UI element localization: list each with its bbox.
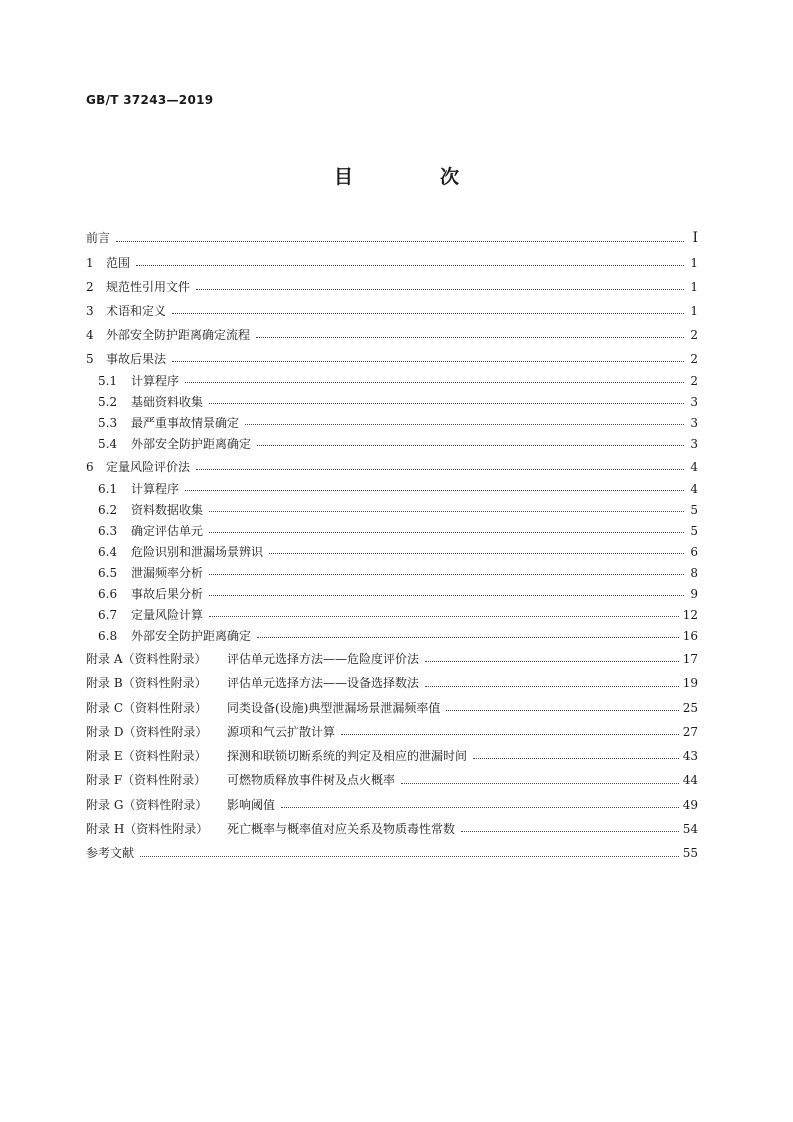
- toc-page-number: 3: [690, 437, 698, 451]
- toc-page-number: 4: [690, 482, 698, 496]
- table-of-contents: [86, 226, 698, 866]
- toc-page-number: 44: [682, 773, 698, 788]
- toc-appendix-g[interactable]: [86, 793, 698, 817]
- toc-entry-number: 5: [86, 352, 94, 366]
- toc-subentry[interactable]: [86, 479, 698, 500]
- toc-entry-number: 6.4: [98, 545, 118, 559]
- toc-entry-label: 基础资料收集: [131, 395, 204, 409]
- toc-entry-number: 5.1: [98, 374, 118, 388]
- toc-subentry[interactable]: [86, 542, 698, 563]
- toc-entry-label: 规范性引用文件: [106, 280, 191, 294]
- dot-leader: [209, 564, 684, 578]
- toc-page-number: 8: [690, 566, 698, 580]
- dot-leader: [256, 327, 684, 341]
- toc-subentry[interactable]: [86, 626, 698, 647]
- toc-subentry[interactable]: [86, 413, 698, 434]
- dot-leader: [185, 372, 684, 386]
- appendix-title: 评估单元选择方法——危险度评价法: [227, 652, 420, 666]
- toc-entry[interactable]: [86, 323, 698, 347]
- toc-page-number: 1: [690, 304, 698, 318]
- dot-leader: [172, 303, 684, 317]
- toc-entry-label: 事故后果分析: [131, 587, 204, 601]
- toc-entry-number: 4: [86, 328, 94, 342]
- dot-leader: [185, 480, 684, 494]
- appendix-title: 源项和气云扩散计算: [227, 724, 336, 739]
- toc-entry-label: 计算程序: [131, 482, 180, 496]
- toc-subentry[interactable]: [86, 563, 698, 584]
- appendix-label: 附录 B（资料性附录）: [86, 676, 207, 691]
- toc-entry-number: 6.7: [98, 608, 118, 622]
- toc-page-number: 43: [682, 749, 698, 764]
- standard-code: GB/T 37243—2019: [86, 93, 214, 107]
- toc-page-number: 27: [682, 724, 698, 739]
- dot-leader: [425, 676, 679, 690]
- dot-leader: [245, 414, 684, 428]
- toc-appendix-c[interactable]: [86, 696, 698, 720]
- toc-appendix-a[interactable]: [86, 647, 698, 671]
- appendix-label: 附录 H（资料性附录）: [86, 822, 209, 837]
- dot-leader: [401, 773, 679, 787]
- dot-leader: [461, 821, 679, 835]
- toc-page-number: Ⅰ: [692, 230, 698, 246]
- toc-page-number: 25: [682, 700, 698, 715]
- toc-entry-label: 资料数据收集: [131, 503, 204, 517]
- toc-page-number: 5: [690, 503, 698, 517]
- dot-leader: [116, 231, 684, 245]
- dot-leader: [446, 700, 678, 714]
- appendix-label: 附录 A（资料性附录）: [86, 652, 207, 666]
- dot-leader: [425, 651, 679, 665]
- toc-entry-number: 5.3: [98, 416, 118, 430]
- toc-page-number: 19: [682, 676, 698, 691]
- toc-entry[interactable]: [86, 299, 698, 323]
- appendix-title: 探测和联锁切断系统的判定及相应的泄漏时间: [227, 749, 468, 764]
- toc-entry[interactable]: [86, 455, 698, 479]
- appendix-title: 死亡概率与概率值对应关系及物质毒性常数: [227, 822, 456, 837]
- toc-page-number: 17: [682, 652, 698, 666]
- dot-leader: [209, 522, 684, 536]
- dot-leader: [209, 393, 684, 407]
- toc-page-number: 1: [690, 280, 698, 294]
- appendix-label: 附录 C（资料性附录）: [86, 700, 207, 715]
- appendix-title: 影响阈值: [227, 797, 276, 812]
- dot-leader: [172, 351, 684, 365]
- dot-leader: [140, 846, 679, 860]
- toc-entry-label: 最严重事故情景确定: [131, 416, 240, 430]
- dot-leader: [257, 627, 679, 641]
- toc-entry-label: 泄漏频率分析: [131, 566, 204, 580]
- dot-leader: [341, 724, 679, 738]
- toc-entry-number: 6.1: [98, 482, 118, 496]
- toc-entry-number: 5.2: [98, 395, 118, 409]
- toc-entry-number: 6.2: [98, 503, 118, 517]
- dot-leader: [257, 435, 684, 449]
- toc-entry-label: 外部安全防护距离确定: [131, 629, 252, 643]
- toc-appendix-e[interactable]: [86, 744, 698, 768]
- appendix-label: 附录 E（资料性附录）: [86, 749, 207, 764]
- toc-subentry[interactable]: [86, 584, 698, 605]
- toc-page-number: 1: [690, 256, 698, 270]
- toc-title: 目 次: [333, 166, 493, 188]
- dot-leader: [136, 255, 684, 269]
- toc-entry-number: 5.4: [98, 437, 118, 451]
- dot-leader: [196, 459, 684, 473]
- toc-page-number: 12: [682, 608, 698, 622]
- toc-page-number: 16: [682, 629, 698, 643]
- toc-entry-label: 确定评估单元: [131, 524, 204, 538]
- dot-leader: [281, 797, 679, 811]
- toc-entry-number: 6.5: [98, 566, 118, 580]
- dot-leader: [209, 585, 684, 599]
- toc-subentry[interactable]: [86, 371, 698, 392]
- toc-entry-label: 计算程序: [131, 374, 180, 388]
- toc-entry-label: 范围: [106, 256, 131, 270]
- appendix-title: 同类设备(设施)典型泄漏场景泄漏频率值: [227, 700, 441, 715]
- toc-page-number: 3: [690, 416, 698, 430]
- toc-appendix-b[interactable]: [86, 671, 698, 695]
- toc-subentry[interactable]: [86, 392, 698, 413]
- toc-page-number: 54: [682, 822, 698, 837]
- appendix-title: 评估单元选择方法——设备选择数法: [227, 676, 420, 691]
- dot-leader: [209, 501, 684, 515]
- toc-entry-label: 定量风险计算: [131, 608, 204, 622]
- toc-entry-number: 6.3: [98, 524, 118, 538]
- toc-page-number: 4: [690, 460, 698, 474]
- toc-page-number: 9: [690, 587, 698, 601]
- toc-entry[interactable]: [86, 275, 698, 299]
- dot-leader: [209, 606, 679, 620]
- toc-entry-number: 3: [86, 304, 94, 318]
- toc-page-number: 3: [690, 395, 698, 409]
- appendix-label: 附录 F（资料性附录）: [86, 773, 207, 788]
- toc-entry-foreword[interactable]: [86, 226, 698, 251]
- toc-entry-label: 外部安全防护距离确定: [131, 437, 252, 451]
- toc-appendix-f[interactable]: [86, 768, 698, 792]
- toc-page-number: 49: [682, 797, 698, 812]
- toc-page-number: 2: [690, 328, 698, 342]
- toc-subentry[interactable]: [86, 500, 698, 521]
- toc-entry-label: 参考文献: [86, 846, 135, 861]
- toc-entry-label: 外部安全防护距离确定流程: [106, 328, 251, 342]
- dot-leader: [196, 279, 684, 293]
- toc-entry-label: 定量风险评价法: [106, 460, 191, 474]
- toc-appendix-d[interactable]: [86, 720, 698, 744]
- toc-page-number: 6: [690, 545, 698, 559]
- toc-entry-label: 事故后果法: [106, 352, 167, 366]
- toc-entry-references[interactable]: [86, 841, 698, 865]
- appendix-label: 附录 D（资料性附录）: [86, 724, 208, 739]
- toc-page-number: 5: [690, 524, 698, 538]
- dot-leader: [473, 748, 679, 762]
- toc-entry-number: 6: [86, 460, 94, 474]
- toc-subentry[interactable]: [86, 605, 698, 626]
- toc-entry-number: 1: [86, 256, 94, 270]
- toc-subentry[interactable]: [86, 434, 698, 455]
- toc-page-number: 55: [682, 846, 698, 861]
- toc-page-number: 2: [690, 374, 698, 388]
- toc-entry-label: 危险识别和泄漏场景辨识: [131, 545, 264, 559]
- toc-subentry[interactable]: [86, 521, 698, 542]
- toc-entry-label: 术语和定义: [106, 304, 167, 318]
- appendix-title: 可燃物质释放事件树及点火概率: [227, 773, 396, 788]
- dot-leader: [269, 543, 684, 557]
- toc-page-number: 2: [690, 352, 698, 366]
- appendix-label: 附录 G（资料性附录）: [86, 797, 208, 812]
- toc-entry-label: 前言: [86, 231, 111, 245]
- toc-entry-number: 2: [86, 280, 94, 294]
- toc-entry[interactable]: [86, 347, 698, 371]
- toc-entry-number: 6.6: [98, 587, 118, 601]
- toc-appendix-h[interactable]: [86, 817, 698, 841]
- toc-entry[interactable]: [86, 251, 698, 275]
- toc-entry-number: 6.8: [98, 629, 118, 643]
